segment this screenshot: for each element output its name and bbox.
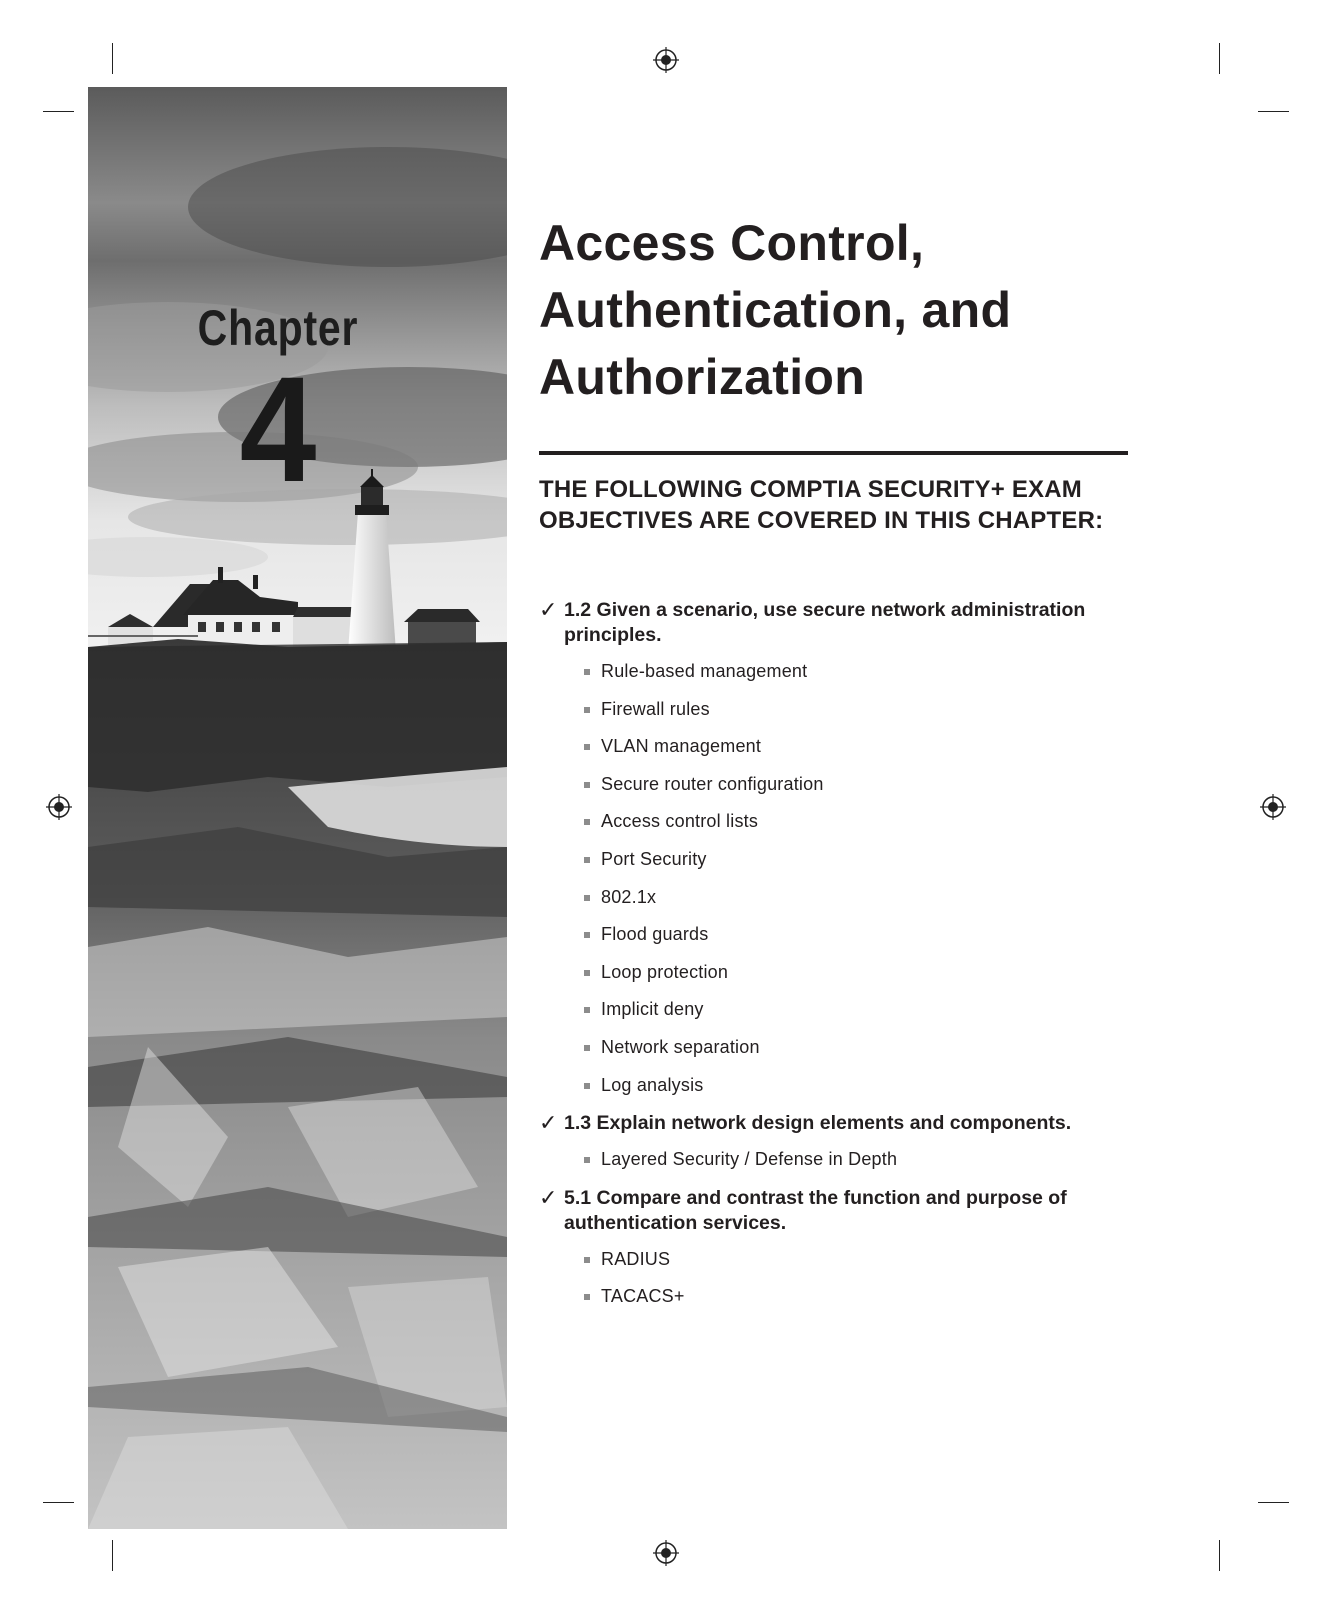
registration-mark-top-icon: [653, 47, 679, 73]
list-item: [601, 810, 1139, 832]
crop-mark-bottom-left-v: [112, 1540, 113, 1571]
list-item: [601, 923, 1139, 945]
list-item-label: VLAN management: [601, 736, 762, 757]
square-bullet-icon: [584, 932, 590, 938]
objective-items: [564, 1248, 1139, 1308]
chapter-number: 4: [239, 345, 317, 513]
square-bullet-icon: [584, 819, 590, 825]
list-item: [601, 1285, 1139, 1307]
chapter-title: Access Control, Authentication, and Authorization: [539, 215, 1012, 405]
crop-mark-top-left-v: [112, 43, 113, 74]
list-item: [601, 848, 1139, 870]
objective-1-3: [539, 1111, 1139, 1170]
list-item-label: Network separation: [601, 1036, 760, 1057]
square-bullet-icon: [584, 782, 590, 788]
square-bullet-icon: [584, 857, 590, 863]
objective-title: 1.3 Explain network design elements and components.: [564, 1112, 1072, 1135]
list-item-label: Log analysis: [601, 1074, 704, 1095]
square-bullet-icon: [584, 1007, 590, 1013]
objective-items: [564, 1148, 1139, 1170]
checkmark-icon: ✓: [539, 598, 558, 623]
list-item: [601, 1148, 1139, 1170]
list-item: [601, 660, 1139, 682]
square-bullet-icon: [584, 970, 590, 976]
square-bullet-icon: [584, 1157, 590, 1163]
crop-mark-bottom-right-h: [1258, 1502, 1289, 1503]
title-rule: [539, 451, 1128, 455]
square-bullet-icon: [584, 1257, 590, 1263]
square-bullet-icon: [584, 895, 590, 901]
list-item-label: Access control lists: [601, 811, 759, 832]
list-item-label: Flood guards: [601, 924, 709, 945]
objective-title: 5.1 Compare and contrast the function and purpose of authentication services.: [564, 1186, 1067, 1234]
square-bullet-icon: [584, 1045, 590, 1051]
list-item-label: Firewall rules: [601, 698, 710, 719]
checkmark-icon: ✓: [539, 1111, 558, 1137]
registration-mark-left-icon: [46, 794, 72, 820]
objectives-heading: THE FOLLOWING COMPTIA SECURITY+ EXAM OBJECTIVES ARE COVERED IN THIS CHAPTER:: [539, 476, 1104, 534]
square-bullet-icon: [584, 744, 590, 750]
list-item-label: Port Security: [601, 848, 707, 869]
registration-mark-right-icon: [1260, 794, 1286, 820]
square-bullet-icon: [584, 707, 590, 713]
chapter-photo-panel: [88, 87, 507, 1529]
list-item: [601, 961, 1139, 983]
list-item-label: Implicit deny: [601, 999, 704, 1020]
list-item: [601, 998, 1139, 1020]
list-item: [601, 1036, 1139, 1058]
list-item: [601, 698, 1139, 720]
list-item-label: Loop protection: [601, 961, 729, 982]
list-item-label: 802.1x: [601, 886, 657, 907]
list-item: [601, 1248, 1139, 1270]
crop-mark-top-left-h: [43, 111, 74, 112]
crop-mark-top-right-h: [1258, 111, 1289, 112]
objective-5-1: [539, 1186, 1139, 1308]
list-item-label: Secure router configuration: [601, 773, 824, 794]
crop-mark-bottom-left-h: [43, 1502, 74, 1503]
list-item-label: TACACS+: [601, 1286, 685, 1307]
objectives-list: [539, 598, 1139, 1323]
objective-1-2: [539, 598, 1139, 1096]
chapter-label: Chapter: [197, 300, 359, 356]
square-bullet-icon: [584, 1083, 590, 1089]
list-item: [601, 1074, 1139, 1096]
square-bullet-icon: [584, 669, 590, 675]
list-item: [601, 735, 1139, 757]
registration-mark-bottom-icon: [653, 1540, 679, 1566]
square-bullet-icon: [584, 1294, 590, 1300]
list-item-label: Layered Security / Defense in Depth: [601, 1149, 898, 1170]
checkmark-icon: ✓: [539, 1185, 558, 1211]
list-item-label: RADIUS: [601, 1248, 671, 1269]
objective-title: 1.2 Given a scenario, use secure network administration principles.: [564, 599, 1086, 646]
objective-items: [564, 660, 1139, 1096]
list-item-label: Rule-based management: [601, 661, 808, 681]
crop-mark-top-right-v: [1219, 43, 1220, 74]
list-item: [601, 886, 1139, 908]
crop-mark-bottom-right-v: [1219, 1540, 1220, 1571]
list-item: [601, 773, 1139, 795]
